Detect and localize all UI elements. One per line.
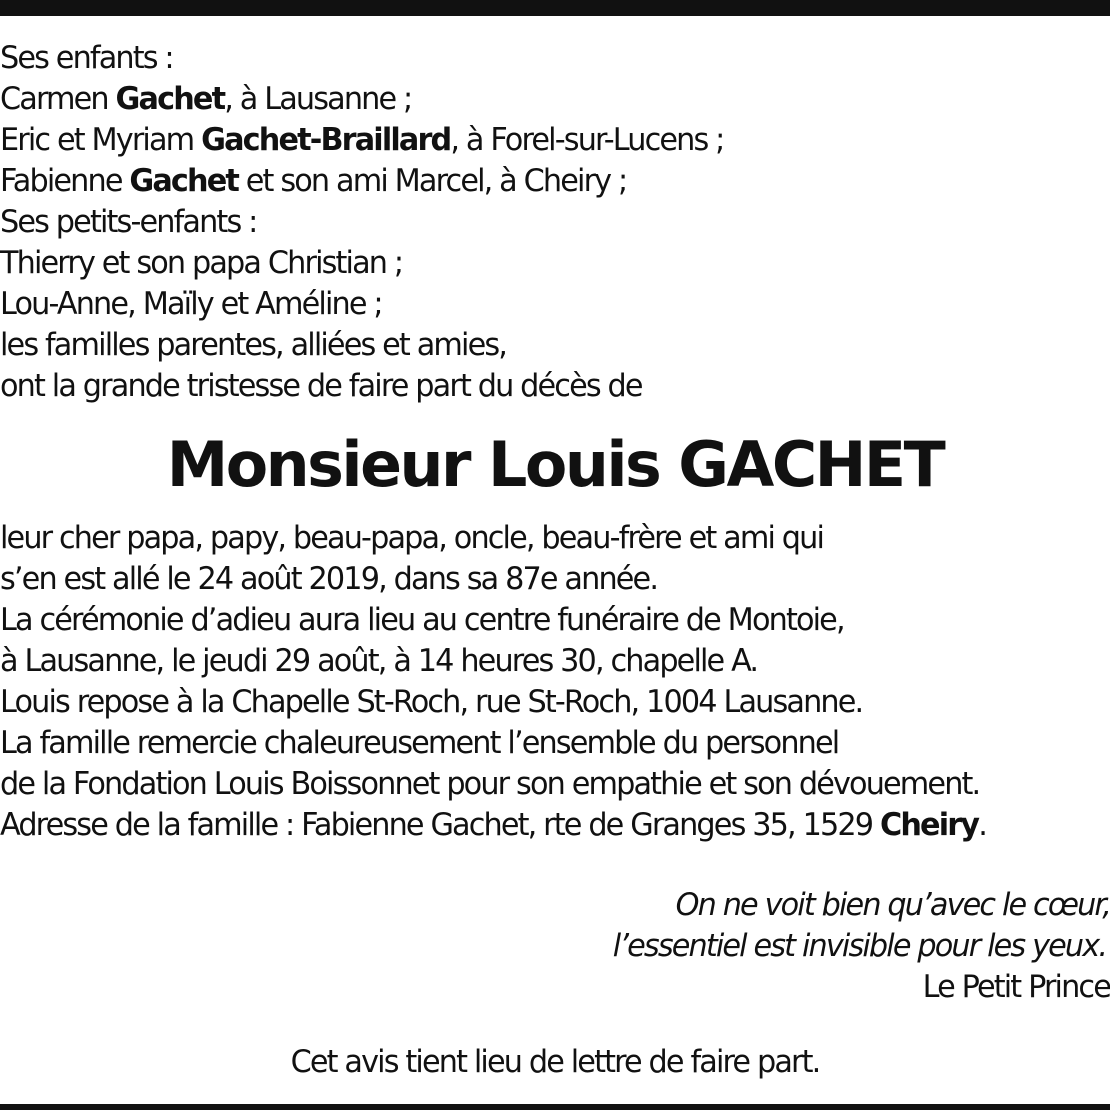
children-heading: Ses enfants : [0,40,173,76]
child-first-name: Eric et Myriam [0,122,202,158]
deceased-name: Monsieur Louis GACHET [166,428,944,501]
address-period: . [978,807,986,843]
child-location: et son ami Marcel, à Cheiry ; [238,163,627,199]
family-list [0,38,1110,407]
child-surname: Gachet [129,163,239,199]
ceremony-line: La cérémonie d’adieu aura lieu au centre funéraire de Montoie, [0,602,844,638]
child-first-name: Carmen [0,81,116,117]
family-address [0,805,1084,846]
thanks-line: de la Fondation Louis Boissonnet pour son empathie et son dévouement. [0,766,980,802]
child-entry [0,120,1084,161]
bottom-border-rule [0,1104,1110,1110]
child-entry [0,161,1084,202]
quote-line: On ne voit bien qu’avec le cœur, [675,887,1110,923]
quote-block [0,885,1110,1008]
child-location: , à Forel-sur-Lucens ; [450,122,724,158]
thanks-line: La famille remercie chaleureusement l’ensemble du personnel [0,725,839,761]
announcement-line: ont la grande tristesse de faire part du décès de [0,368,642,404]
quote-line: l’essentiel est invisible pour les yeux. [612,928,1107,964]
grandchild-entry: Thierry et son papa Christian ; [0,245,403,281]
closing-line: Cet avis tient lieu de lettre de faire part. [290,1044,820,1080]
child-surname: Gachet-Braillard [201,122,451,158]
closing-note [0,1042,1110,1083]
ceremony-line: à Lausanne, le jeudi 29 août, à 14 heures 30, chapelle A. [0,643,758,679]
relatives-line: les familles parentes, alliées et amies, [0,327,507,363]
child-entry [0,79,1084,120]
details-line: leur cher papa, papy, beau-papa, oncle, beau-frère et ami qui [0,520,824,556]
child-location: , à Lausanne ; [224,81,412,117]
child-surname: Gachet [115,81,225,117]
quote-attribution: Le Petit Prince [922,969,1110,1005]
details-line: s’en est allé le 24 août 2019, dans sa 87e année. [0,561,658,597]
grandchild-entry: Lou-Anne, Maïly et Améline ; [0,286,382,322]
viewing-location-line: Louis repose à la Chapelle St-Roch, rue St-Roch, 1004 Lausanne. [0,684,863,720]
notice-details [0,518,1110,846]
address-text: Adresse de la famille : Fabienne Gachet, rte de Granges 35, 1529 [0,807,880,843]
top-border-rule [0,0,1110,16]
grandchildren-heading: Ses petits-enfants : [0,204,257,240]
address-town: Cheiry [879,807,979,843]
child-first-name: Fabienne [0,163,130,199]
